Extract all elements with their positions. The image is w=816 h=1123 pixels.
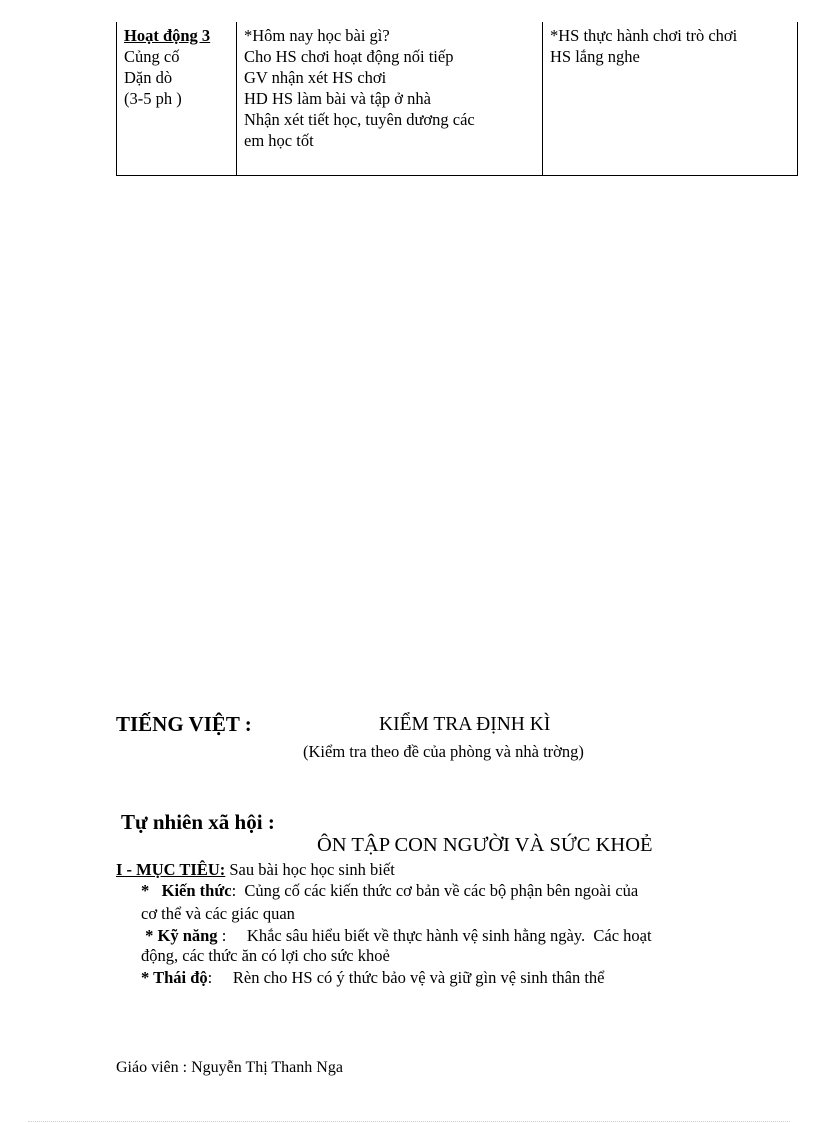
- attitude-label: Thái độ: [153, 968, 208, 987]
- knowledge-cont: cơ thể và các giác quan: [141, 904, 295, 923]
- skills-cont: động, các thức ăn có lợi cho sức khoẻ: [141, 946, 390, 965]
- skills-line: [141, 926, 652, 946]
- lesson-activity-table: [116, 22, 798, 176]
- teacher-activity-cell: [237, 22, 543, 176]
- activity-line: Dặn dò: [124, 68, 173, 87]
- teacher-activity-line: HD HS làm bài và tập ở nhà: [244, 89, 431, 108]
- teacher-activity-line: Cho HS chơi hoạt động nối tiếp: [244, 47, 454, 66]
- objectives-line: [116, 860, 395, 880]
- activity-line: Củng cố: [124, 47, 180, 66]
- skills-label: Kỹ năng: [157, 926, 218, 945]
- teacher-name: Giáo viên : Nguyễn Thị Thanh Nga: [116, 1059, 343, 1076]
- skills-bullet: *: [141, 926, 158, 945]
- table-row: [117, 22, 798, 176]
- knowledge-line: [141, 881, 638, 901]
- teacher-activity-line: em học tốt: [244, 131, 314, 150]
- activity-name-cell: [117, 22, 237, 176]
- tieng-viet-title: KIỂM TRA ĐỊNH KÌ: [379, 714, 551, 735]
- student-activity-line: *HS thực hành chơi trò chơi: [550, 26, 738, 45]
- tieng-viet-heading: TIẾNG VIỆT :: [116, 712, 252, 736]
- teacher-activity-line: GV nhận xét HS chơi: [244, 68, 387, 87]
- tnxh-title: ÔN TẬP CON NGƯỜI VÀ SỨC KHOẺ: [317, 834, 653, 856]
- skills-text: : Khắc sâu hiểu biết về thực hành vệ sinh hằng ngày. Các hoạt: [217, 926, 652, 945]
- tnxh-heading: Tự nhiên xã hội :: [121, 810, 275, 834]
- attitude-text: : Rèn cho HS có ý thức bảo vệ và giữ gìn vệ sinh thân thể: [207, 968, 605, 987]
- teacher-activity-line: Nhận xét tiết học, tuyên dương các: [244, 110, 475, 129]
- attitude-bullet: *: [141, 968, 154, 987]
- activity-duration: (3-5 ph ): [124, 89, 182, 108]
- tieng-viet-subtitle: (Kiểm tra theo đề của phòng và nhà trờng): [303, 742, 584, 761]
- activity-heading: Hoạt động 3: [124, 26, 211, 45]
- student-activity-cell: [543, 22, 798, 176]
- knowledge-bullet: *: [141, 881, 162, 900]
- footer-divider: [28, 1121, 790, 1122]
- objectives-intro: Sau bài học học sinh biết: [225, 860, 395, 879]
- objectives-label: I - MỤC TIÊU:: [116, 860, 226, 879]
- knowledge-text: : Củng cố các kiến thức cơ bản về các bộ phận bên ngoài của: [231, 881, 639, 900]
- student-activity-line: HS lắng nghe: [550, 47, 640, 66]
- knowledge-label: Kiến thức: [161, 881, 232, 900]
- teacher-activity-line: *Hôm nay học bài gì?: [244, 26, 390, 45]
- attitude-line: [141, 968, 605, 988]
